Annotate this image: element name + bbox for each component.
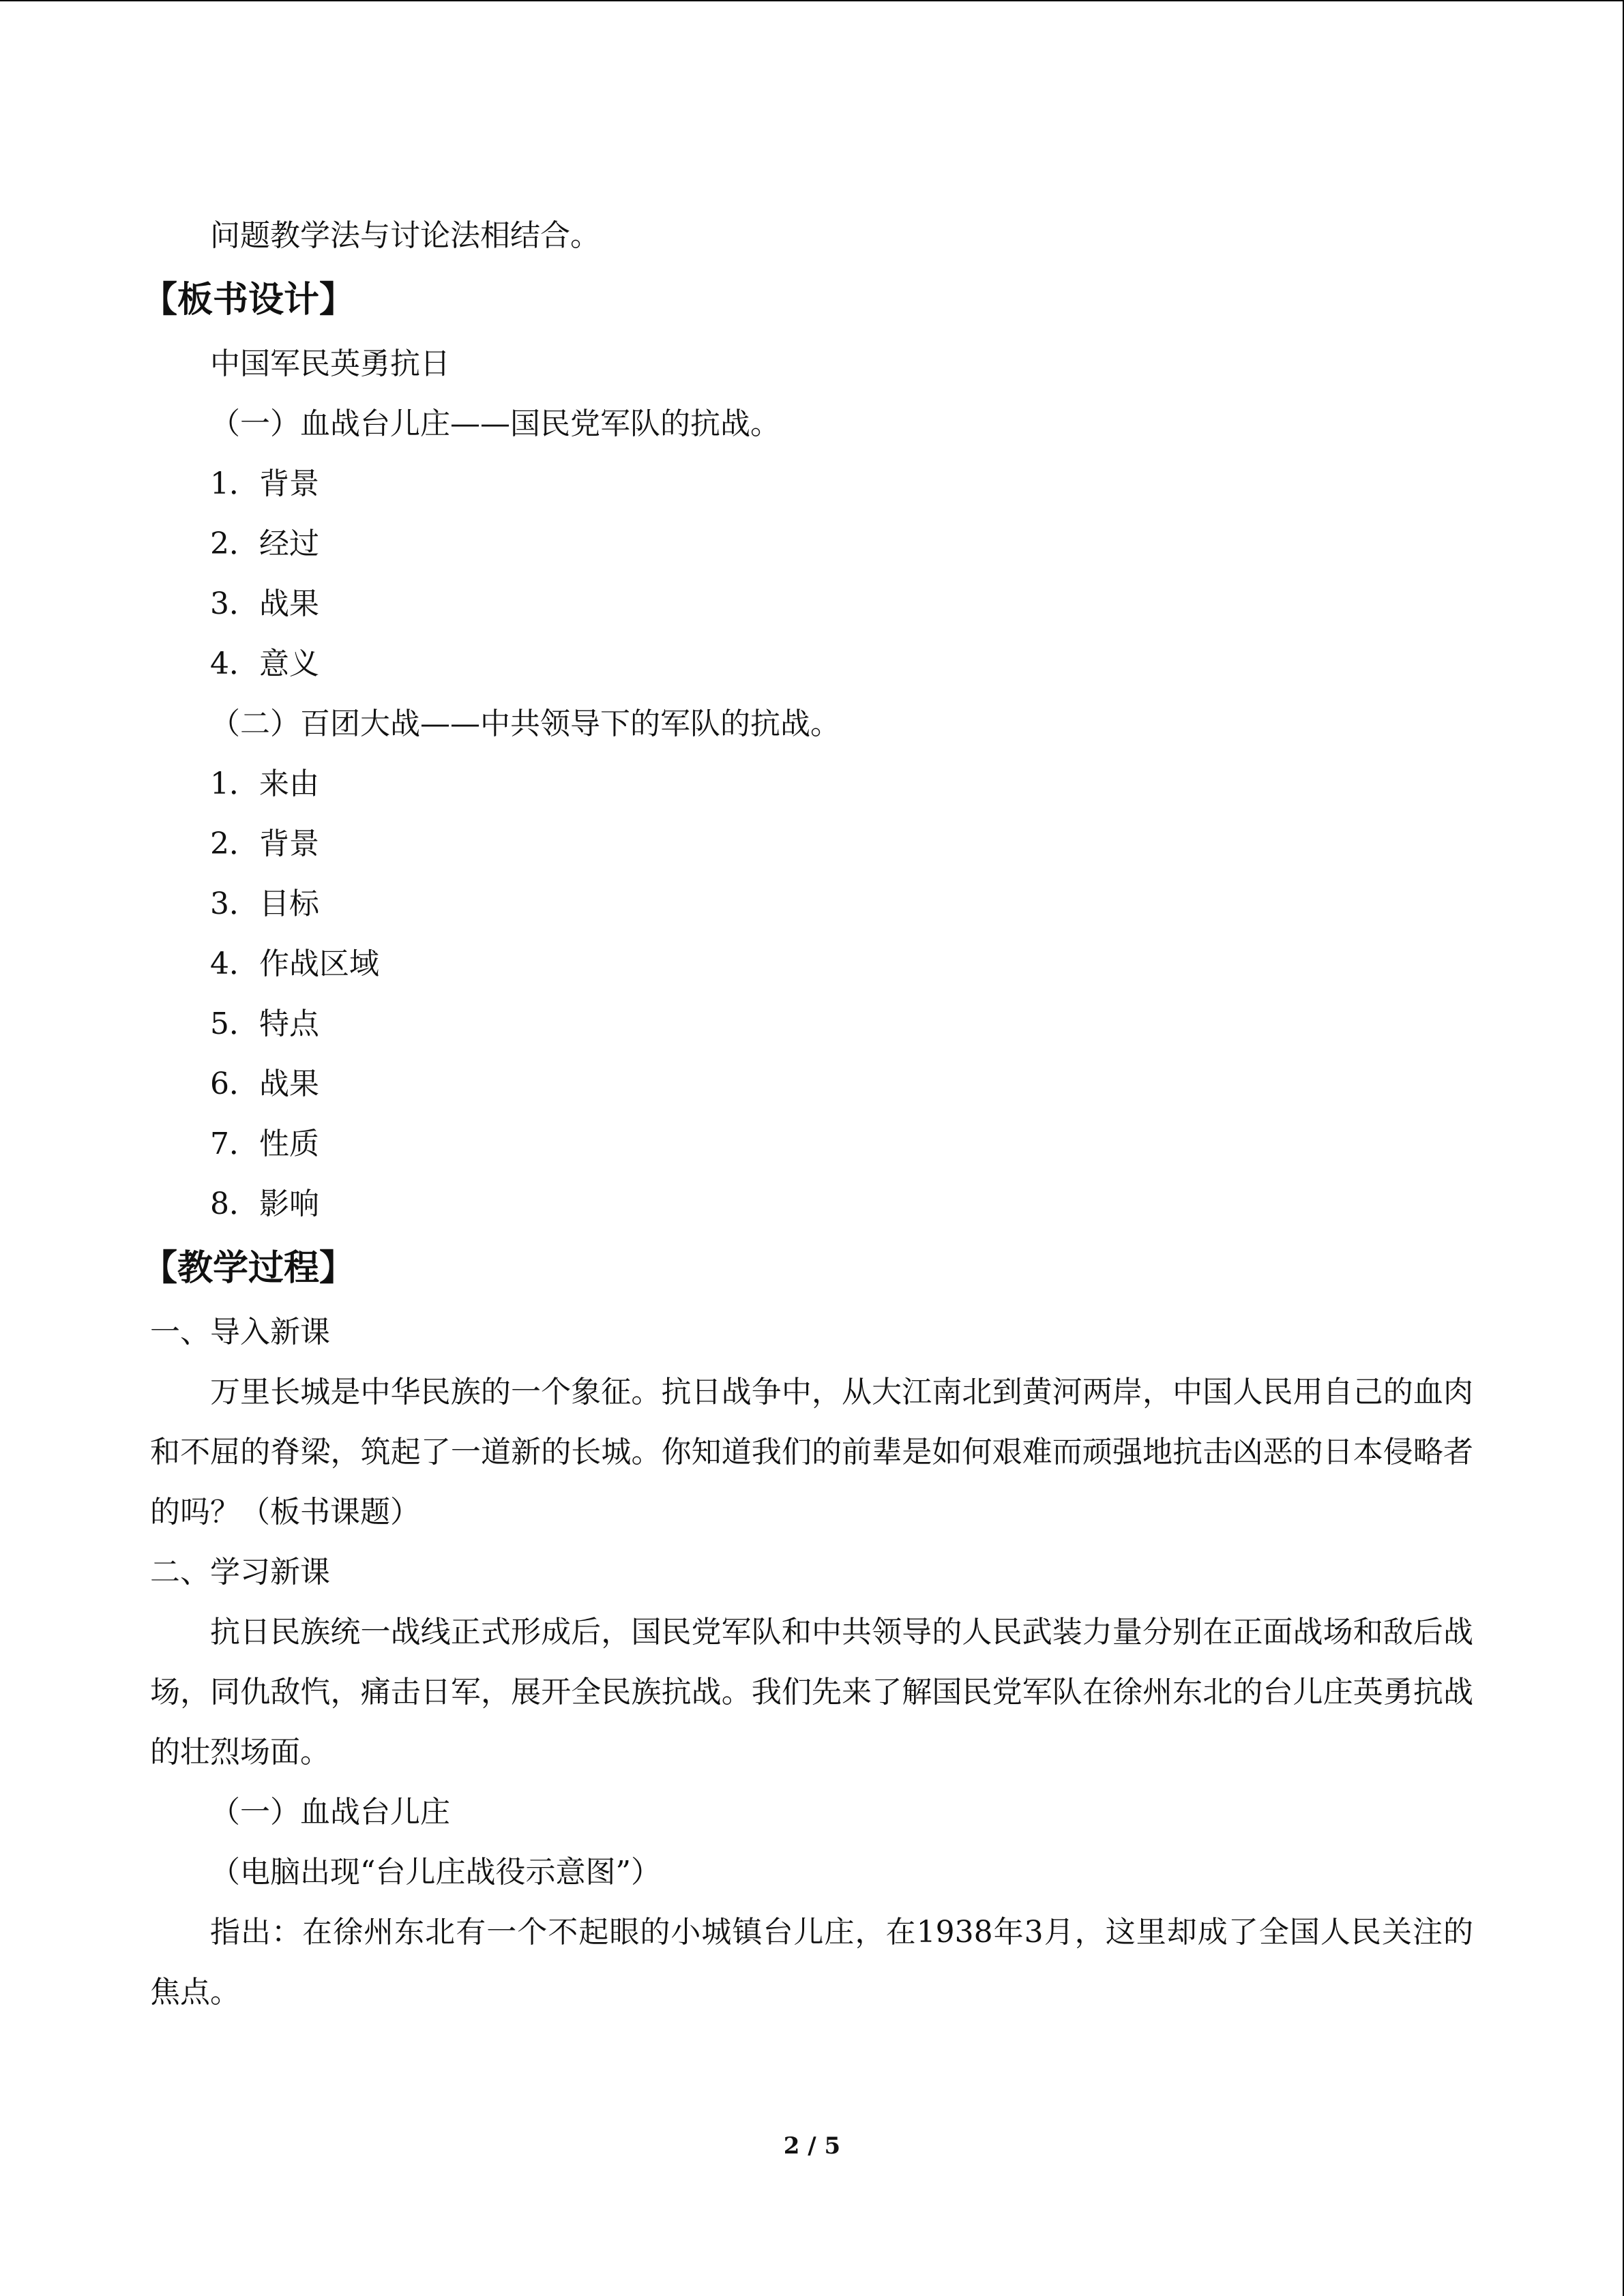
section1-heading: （一）血战台儿庄——国民党军队的抗战。: [210, 406, 780, 441]
list-item: 7．性质: [210, 1127, 319, 1161]
list-item: 1．来由: [210, 766, 319, 801]
board-design-heading: 【板书设计】: [142, 280, 355, 320]
part2-paragraph: 抗日民族统一战线正式形成后，国民党军队和中共领导的人民武装力量分别在正面战场和敌后战场，同仇敌忾，痛击日军，展开全民族抗战。我们先来了解国民党军队在徐州东北的台儿庄英勇抗战的壮烈场面。: [150, 1615, 1473, 1770]
teaching-process-heading: 【教学过程】: [142, 1248, 355, 1289]
list-item: 2．背景: [210, 826, 319, 861]
section2-heading: （二）百团大战——中共领导下的军队的抗战。: [210, 706, 840, 741]
part2-title: 二、学习新课: [150, 1555, 330, 1590]
board-title: 中国军民英勇抗日: [210, 346, 450, 381]
list-item: 4．意义: [210, 646, 319, 681]
sub1-title: （一）血战台儿庄: [210, 1795, 450, 1830]
sub1-note: （电脑出现“台儿庄战役示意图”）: [210, 1855, 661, 1890]
list-item: 6．战果: [210, 1067, 319, 1101]
list-item: 8．影响: [210, 1187, 319, 1221]
page-content: [142, 206, 1473, 2023]
list-item: 3．目标: [210, 886, 319, 921]
part1-paragraph: 万里长城是中华民族的一个象征。抗日战争中，从大江南北到黄河两岸，中国人民用自己的血肉和不屈的脊梁，筑起了一道新的长城。你知道我们的前辈是如何艰难而顽强地抗击凶恶的日本侵略者的吗？（板书课题）: [150, 1375, 1473, 1530]
list-item: 4．作战区域: [210, 946, 379, 981]
list-item: 2．经过: [210, 526, 319, 561]
sub1-paragraph: 指出：在徐州东北有一个不起眼的小城镇台儿庄，在1938年3月，这里却成了全国人民关注的焦点。: [150, 1915, 1473, 2010]
page-number: 2 / 5: [783, 2132, 841, 2160]
method-text: 问题教学法与讨论法相结合。: [210, 218, 600, 253]
list-item: 5．特点: [210, 1007, 319, 1041]
part1-title: 一、导入新课: [150, 1315, 330, 1350]
list-item: 1．背景: [210, 466, 319, 501]
list-item: 3．战果: [210, 586, 319, 621]
